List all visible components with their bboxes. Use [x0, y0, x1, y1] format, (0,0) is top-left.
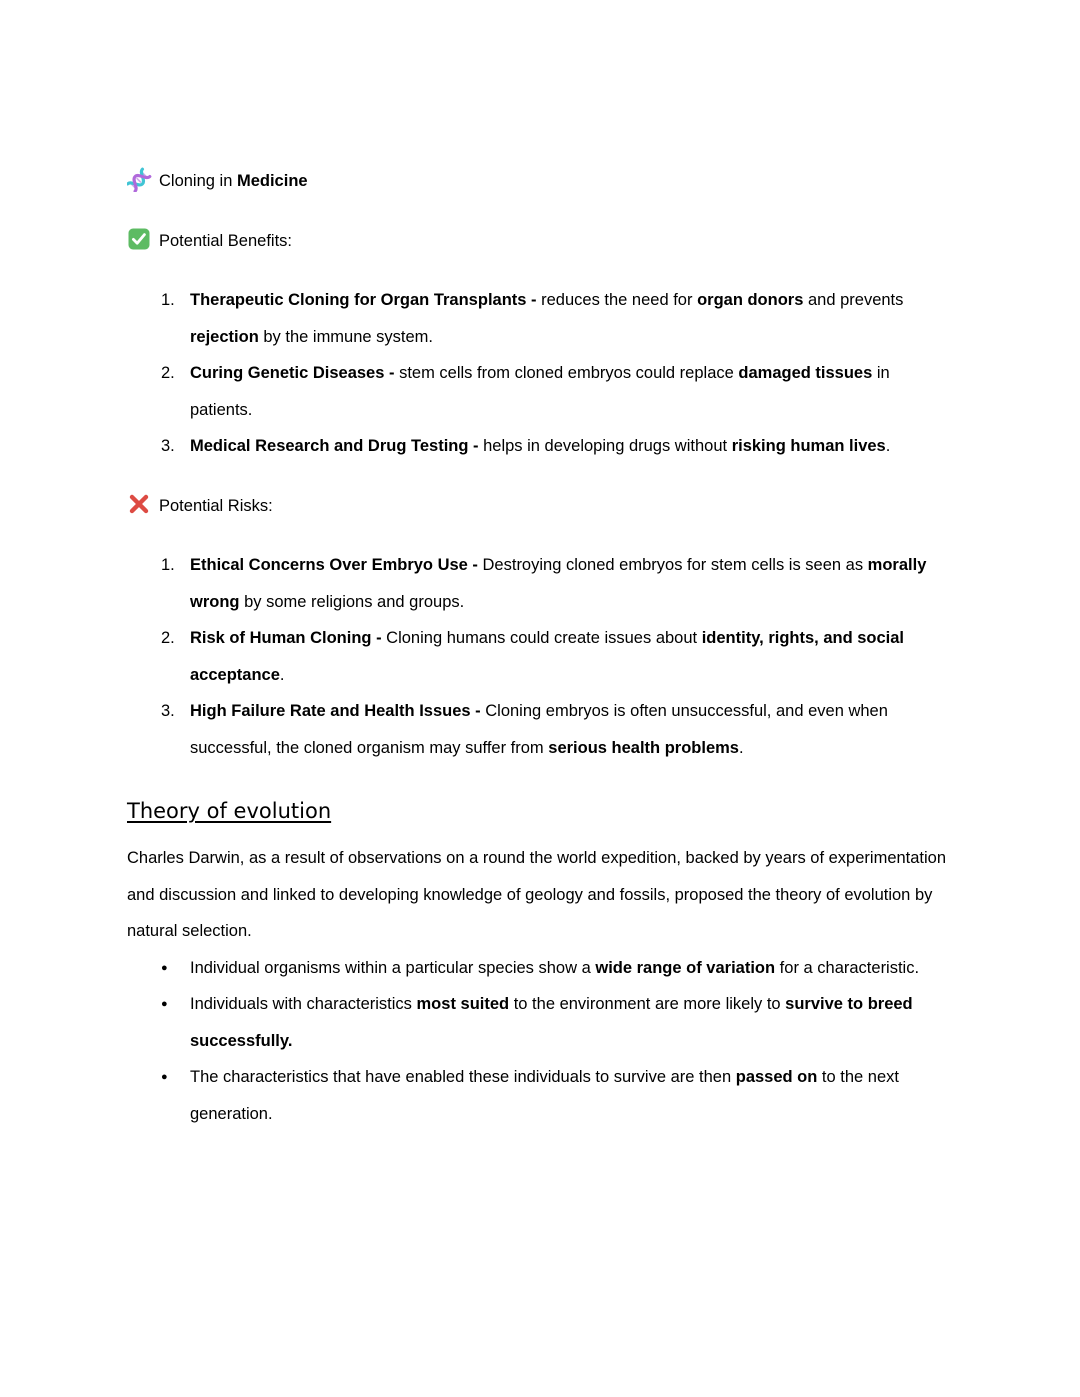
bullet-marker: ●	[161, 998, 168, 1010]
risk-item-text: Ethical Concerns Over Embryo Use - Destroying cloned embryos for stem cells is seen as morally wrong by some religions and groups.	[190, 556, 927, 611]
benefit-item	[127, 282, 953, 355]
evolution-bullet	[127, 986, 953, 1059]
risk-item-text: High Failure Rate and Health Issues - Cloning embryos is often unsuccessful, and even when successful, the cloned organism may suffer from serious health problems.	[190, 702, 888, 757]
cross-mark-icon	[127, 492, 152, 517]
evolution-bullet	[127, 950, 953, 987]
risk-item	[127, 547, 953, 620]
list-number: 1.	[161, 556, 175, 574]
evolution-bullet-text: The characteristics that have enabled these individuals to survive are then passed on to the next generation.	[190, 1068, 899, 1123]
benefit-item-text: Therapeutic Cloning for Organ Transplants - reduces the need for organ donors and prevents rejection by the immune system.	[190, 291, 904, 346]
benefits-label	[127, 223, 953, 260]
risk-item-text: Risk of Human Cloning - Cloning humans could create issues about identity, rights, and social acceptance.	[190, 629, 905, 684]
benefit-item-text: Medical Research and Drug Testing - helps in developing drugs without risking human lives.	[190, 437, 891, 455]
cloning-title	[127, 163, 953, 200]
bullet-marker: ●	[161, 961, 168, 974]
evolution-bullet-text: Individual organisms within a particular species show a wide range of variation for a characteristic.	[190, 958, 920, 977]
benefits-list	[127, 282, 953, 465]
risks-label	[127, 488, 953, 525]
risk-item	[127, 693, 953, 766]
risks-list	[127, 547, 953, 766]
risks-label-text: Potential Risks:	[159, 496, 273, 515]
list-number: 2.	[161, 364, 175, 382]
benefit-item	[127, 428, 953, 465]
list-number: 2.	[161, 629, 175, 647]
benefit-item-text: Curing Genetic Diseases - stem cells from cloned embryos could replace damaged tissues in patients.	[190, 364, 890, 419]
cloning-title-text: Cloning in Medicine	[159, 172, 308, 190]
list-number: 3.	[161, 437, 175, 455]
list-number: 1.	[161, 291, 175, 309]
bullet-marker: ●	[161, 1071, 168, 1083]
evolution-bullet-text: Individuals with characteristics most suited to the environment are more likely to survive to breed successfully.	[190, 995, 913, 1050]
check-mark-icon	[127, 227, 152, 252]
list-number: 3.	[161, 702, 175, 720]
evolution-bullet-list	[127, 950, 953, 1133]
benefit-item	[127, 355, 953, 428]
evolution-intro: Charles Darwin, as a result of observations on a round the world expedition, backed by years of experimentation and discussion and linked to developing knowledge of geology and fossils, proposed the theory of evolution by natural selection.	[127, 849, 947, 940]
dna-icon	[127, 167, 152, 192]
benefits-label-text: Potential Benefits:	[159, 231, 292, 250]
risk-item	[127, 620, 953, 693]
evolution-heading: Theory of evolution	[127, 799, 332, 823]
evolution-bullet	[127, 1059, 953, 1132]
